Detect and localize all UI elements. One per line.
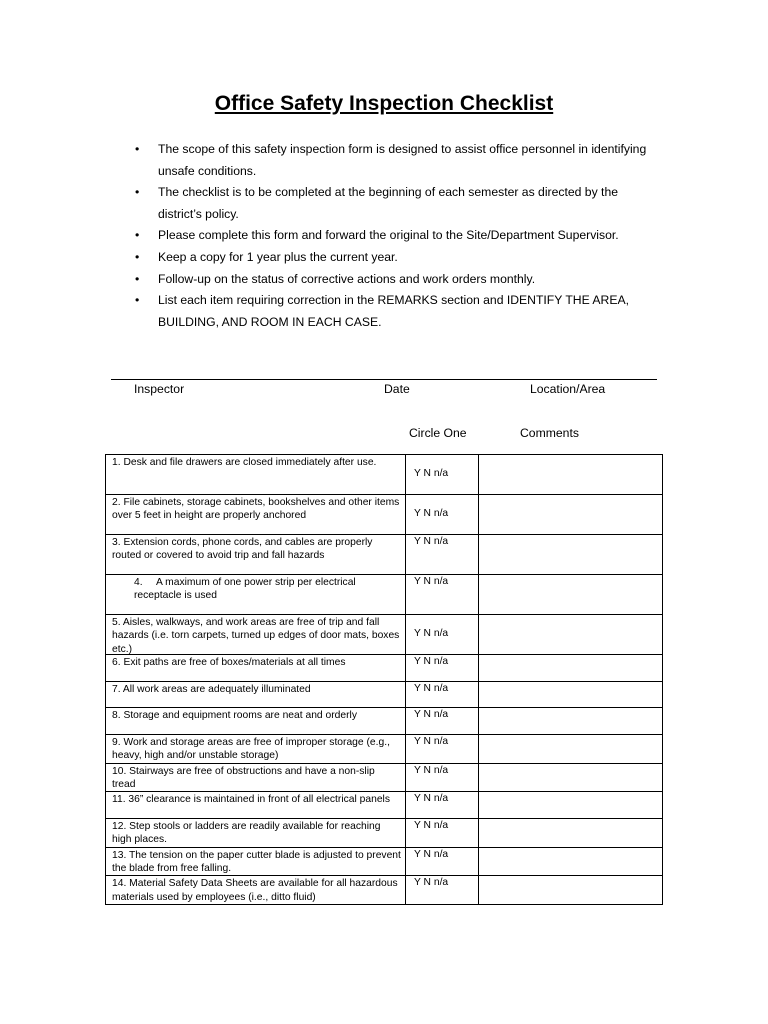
table-row: [106, 495, 663, 535]
checklist-table: [105, 454, 663, 905]
table-row: [106, 735, 663, 764]
yes-no-na-options[interactable]: Y N n/a: [414, 576, 449, 587]
circle-one-cell[interactable]: [406, 655, 479, 682]
yes-no-na-options[interactable]: Y N n/a: [414, 536, 449, 547]
question-cell: [106, 575, 406, 615]
yes-no-na-options[interactable]: Y N n/a: [414, 736, 449, 747]
question-text: 12. Step stools or ladders are readily available for reaching high places.: [112, 821, 381, 846]
comments-cell[interactable]: [479, 535, 663, 575]
question-text: 6. Exit paths are free of boxes/materials at all times: [112, 657, 346, 668]
question-cell: [106, 819, 406, 848]
yes-no-na-options[interactable]: Y N n/a: [414, 848, 449, 860]
question-cell: [106, 535, 406, 575]
circle-one-cell[interactable]: [406, 495, 479, 535]
question-text: 14. Material Safety Data Sheets are available for all hazardous materials used by employees (i.e., ditto fluid): [112, 878, 398, 903]
instruction-item: • Follow-up on the status of corrective actions and work orders monthly.: [135, 269, 655, 291]
circle-one-cell[interactable]: [406, 535, 479, 575]
comments-cell[interactable]: [479, 455, 663, 495]
table-row: [106, 682, 663, 708]
instructions-list: [135, 139, 655, 333]
date-label: Date: [384, 382, 410, 396]
table-row: [106, 847, 663, 876]
comments-cell[interactable]: [479, 655, 663, 682]
question-text: 11. 36” clearance is maintained in front of all electrical panels: [112, 794, 390, 806]
instruction-item: • Keep a copy for 1 year plus the current year.: [135, 247, 655, 269]
question-text: 7. All work areas are adequately illuminated: [112, 684, 311, 695]
circle-one-cell[interactable]: [406, 708, 479, 735]
instruction-item: • The checklist is to be completed at the beginning of each semester as directed by the district’s policy.: [135, 182, 655, 225]
signature-line[interactable]: [111, 379, 657, 380]
question-text: 13. The tension on the paper cutter blade is adjusted to prevent the blade from free falling.: [112, 849, 401, 875]
question-cell: [106, 876, 406, 905]
yes-no-na-options[interactable]: Y N n/a: [414, 877, 449, 889]
inspector-label: Inspector: [134, 382, 185, 396]
table-row: [106, 792, 663, 819]
question-text: 8. Storage and equipment rooms are neat and orderly: [112, 710, 357, 721]
comments-cell[interactable]: [479, 763, 663, 792]
circle-one-header: Circle One: [409, 426, 467, 440]
question-text: 2. File cabinets, storage cabinets, bookshelves and other items over 5 feet in height are properly anchored: [112, 497, 400, 522]
circle-one-cell[interactable]: [406, 763, 479, 792]
question-cell: [106, 615, 406, 655]
comments-cell[interactable]: [479, 495, 663, 535]
circle-one-cell[interactable]: [406, 819, 479, 848]
yes-no-na-options[interactable]: Y N n/a: [414, 508, 449, 519]
comments-cell[interactable]: [479, 819, 663, 848]
yes-no-na-options[interactable]: Y N n/a: [414, 468, 449, 479]
table-row: [106, 655, 663, 682]
circle-one-cell[interactable]: [406, 735, 479, 764]
circle-one-cell[interactable]: [406, 792, 479, 819]
comments-cell[interactable]: [479, 682, 663, 708]
question-cell: [106, 708, 406, 735]
location-area-label: Location/Area: [530, 382, 606, 396]
comments-cell[interactable]: [479, 708, 663, 735]
question-text: 1. Desk and file drawers are closed immediately after use.: [112, 457, 377, 468]
question-text: 10. Stairways are free of obstructions and have a non-slip tread: [112, 765, 375, 790]
question-cell: [106, 792, 406, 819]
table-row: [106, 575, 663, 615]
table-row: [106, 819, 663, 848]
instruction-item: • Please complete this form and forward the original to the Site/Department Supervisor.: [135, 225, 655, 247]
circle-one-cell[interactable]: [406, 876, 479, 905]
question-cell: [106, 655, 406, 682]
table-row: [106, 708, 663, 735]
page-title: Office Safety Inspection Checklist: [214, 92, 554, 115]
yes-no-na-options[interactable]: Y N n/a: [414, 820, 449, 832]
question-text: 5. Aisles, walkways, and work areas are free of trip and fall hazards (i.e. torn carpets, turned up edges of door mats, boxes etc.): [112, 617, 400, 654]
question-cell: [106, 682, 406, 708]
yes-no-na-options[interactable]: Y N n/a: [414, 764, 449, 776]
question-cell: [106, 455, 406, 495]
question-text: 9. Work and storage areas are free of improper storage (e.g., heavy, high and/or unstable storage): [112, 737, 390, 762]
circle-one-cell[interactable]: [406, 455, 479, 495]
circle-one-cell[interactable]: [406, 682, 479, 708]
comments-cell[interactable]: [479, 615, 663, 655]
table-row: [106, 876, 663, 905]
question-text: A maximum of one power strip per electrical receptacle is used: [134, 577, 356, 602]
instruction-item: • List each item requiring correction in the REMARKS section and IDENTIFY THE AREA, BUILDING, AND ROOM IN EACH CASE.: [135, 290, 655, 333]
yes-no-na-options[interactable]: Y N n/a: [414, 709, 449, 720]
comments-header: Comments: [520, 426, 579, 440]
comments-cell[interactable]: [479, 876, 663, 905]
comments-cell[interactable]: [479, 847, 663, 876]
yes-no-na-options[interactable]: Y N n/a: [414, 628, 449, 639]
question-cell: [106, 495, 406, 535]
question-text: 3. Extension cords, phone cords, and cables are properly routed or covered to avoid trip and fall hazards: [112, 537, 373, 562]
question-cell: [106, 735, 406, 764]
item-number: 4.: [134, 577, 143, 588]
table-row: [106, 615, 663, 655]
instruction-item: • The scope of this safety inspection form is designed to assist office personnel in identifying unsafe conditions.: [135, 139, 655, 182]
yes-no-na-options[interactable]: Y N n/a: [414, 793, 449, 805]
table-row: [106, 535, 663, 575]
table-row: [106, 763, 663, 792]
table-row: [106, 455, 663, 495]
circle-one-cell[interactable]: [406, 847, 479, 876]
comments-cell[interactable]: [479, 575, 663, 615]
question-cell: [106, 763, 406, 792]
question-cell: [106, 847, 406, 876]
yes-no-na-options[interactable]: Y N n/a: [414, 683, 449, 694]
comments-cell[interactable]: [479, 735, 663, 764]
yes-no-na-options[interactable]: Y N n/a: [414, 656, 449, 667]
circle-one-cell[interactable]: [406, 575, 479, 615]
comments-cell[interactable]: [479, 792, 663, 819]
circle-one-cell[interactable]: [406, 615, 479, 655]
